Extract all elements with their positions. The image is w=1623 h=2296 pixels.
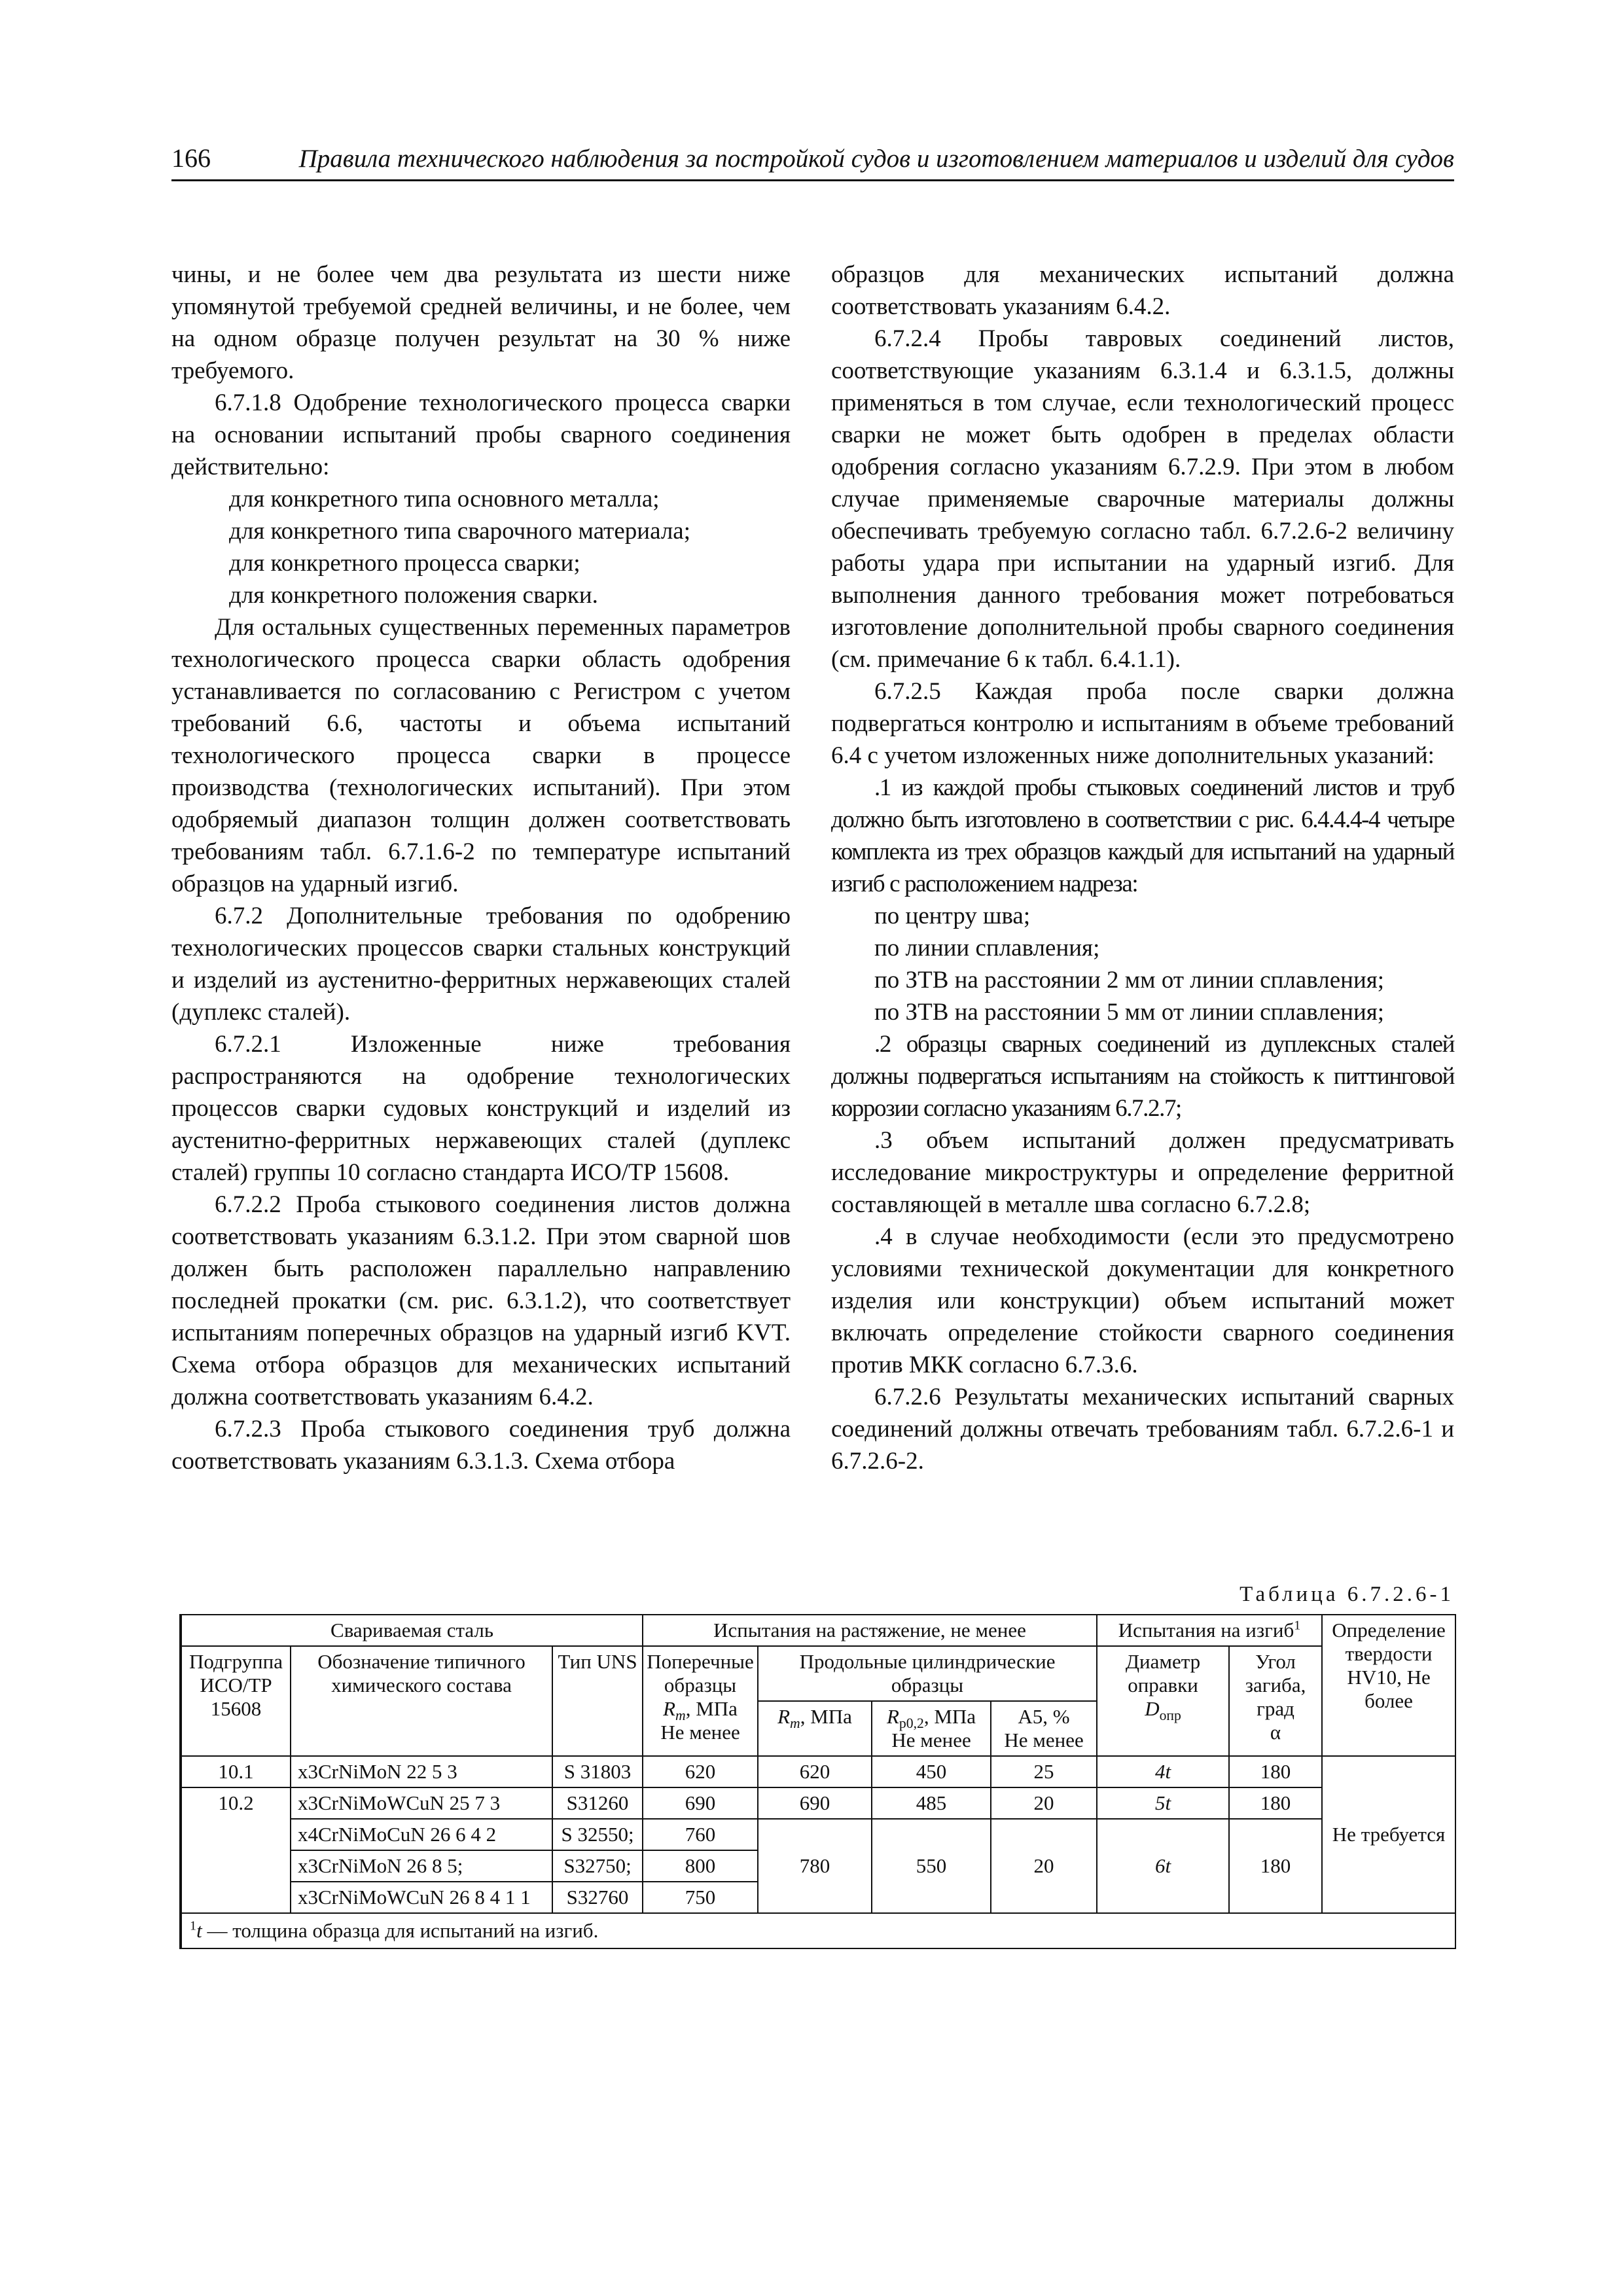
header-longitudinal: Продольные цилиндрические образцы: [758, 1646, 1097, 1701]
right-column: [831, 259, 1454, 1477]
header-a5: А5, % Не менее: [991, 1701, 1097, 1756]
list-item: для конкретного типа основного металла;: [229, 486, 660, 512]
page-number: 166: [171, 143, 211, 173]
table-row: 10.1 x3CrNiMoN 22 5 3 S 31803 620 620 450 25 4t 180 Не требуется: [181, 1756, 1455, 1787]
header-designation: Обозначение типичного химического состава: [291, 1646, 552, 1756]
paragraph: .2 образцы сварных соединений из дуплексных сталей должны подвергаться испытаниям на стойкость к питтинговой коррозии согласно указаниям 6.7.2.7;: [831, 1031, 1454, 1122]
table-header: [181, 1646, 1455, 1701]
paragraph: 6.7.1.8 Одобрение технологического процесса сварки на основании испытаний пробы сварного соединения действительно:: [171, 389, 791, 480]
paragraph: .3 объем испытаний должен предусматривать исследование микроструктуры и определение ферритной составляющей в металле шва согласно 6.7.2.8;: [831, 1127, 1454, 1218]
table-row: x4CrNiMoCuN 26 6 4 2 S 32550; 760 780 550 20 6t 180: [181, 1819, 1455, 1850]
header-rule: [171, 179, 1454, 181]
list-item: по центру шва;: [874, 903, 1031, 929]
paragraph: 6.7.2.6 Результаты механических испытаний сварных соединений должны отвечать требованиям табл. 6.7.2.6-1 и 6.7.2.6-2.: [831, 1384, 1454, 1475]
list-item: по ЗТВ на расстоянии 2 мм от линии сплавления;: [874, 967, 1385, 994]
header-bend: Испытания на изгиб$^1$: [1097, 1615, 1322, 1646]
paragraph: 6.7.2 Дополнительные требования по одобрению технологических процессов сварки стальных конструкций и изделий из аустенитно-ферритных нержавеющих сталей (дуплекс сталей).: [171, 903, 791, 1026]
paragraph: 6.7.2.2 Проба стыкового соединения листов должна соответствовать указаниям 6.3.1.2. При этом сварной шов должен быть расположен параллельно направлению последней прокатки (см. рис. 6.3.1.2), что соответствует испытаниям поперечных образцов на ударный изгиб KVT. Схема отбора образцов для механических испытаний должна соответствовать указаниям 6.4.2.: [171, 1191, 791, 1410]
paragraph: .4 в случае необходимости (если это предусмотрено условиями технической документации для конкретного изделия или конструкции) объем испытаний может включать определение стойкости сварного соединения против МКК согласно 6.7.3.6.: [831, 1223, 1454, 1378]
list-item: по линии сплавления;: [874, 935, 1100, 961]
hardness-cell: Не требуется: [1322, 1756, 1455, 1913]
header-steel: Свариваемая сталь: [181, 1615, 643, 1646]
list-item: для конкретного положения сварки.: [229, 582, 598, 609]
header-transverse: Поперечные образцы $R_m$, МПа Не менее: [643, 1646, 758, 1756]
paragraph: 6.7.2.3 Проба стыкового соединения труб должна соответствовать указаниям 6.3.1.3. Схема отбора: [171, 1416, 791, 1475]
list-item: по ЗТВ на расстоянии 5 мм от линии сплавления;: [874, 999, 1385, 1026]
running-title: Правила технического наблюдения за постройкой судов и изготовлением материалов и изделий для судов: [298, 145, 1454, 173]
requirements-table: [179, 1614, 1456, 1949]
table-row: x3CrNiMoN 26 8 5; S32750; 800: [181, 1850, 1455, 1882]
header-subgroup: Подгруппа ИСО/ТР 15608: [181, 1646, 291, 1756]
table-caption: Таблица 6.7.2.6-1: [1240, 1583, 1454, 1606]
table-group-header: [181, 1615, 1455, 1646]
header-tensile: Испытания на растяжение, не менее: [643, 1615, 1097, 1646]
paragraph: 6.7.2.5 Каждая проба после сварки должна подвергаться контролю и испытаниям в объеме требований 6.4 с учетом изложенных ниже дополнительных указаний:: [831, 678, 1454, 769]
list-item: для конкретного типа сварочного материала;: [229, 518, 690, 545]
table-row: 10.2 x3CrNiMoWCuN 25 7 3 S31260 690 690 485 20 5t 180: [181, 1787, 1455, 1819]
page-header: [171, 143, 1454, 179]
left-column: [171, 259, 791, 1477]
header-hardness: Определение твердости HV10, Не более: [1322, 1615, 1455, 1756]
paragraph: 6.7.2.1 Изложенные ниже требования распространяются на одобрение технологических процессов сварки судовых конструкций и изделий из аустенитно-ферритных нержавеющих сталей (дуплекс сталей) группы 10 согласно стандарта ИСО/ТР 15608.: [171, 1031, 791, 1186]
paragraph: чины, и не более чем два результата из шести ниже упомянутой требуемой средней величины, и не более, чем на одном образце получен результат на 30 % ниже требуемого.: [171, 261, 791, 384]
paragraph: .1 из каждой пробы стыковых соединений листов и труб должно быть изготовлено в соответствии с рис. 6.4.4.4-4 четыре комплекта из трех образцов каждый для испытаний на ударный изгиб с расположением надреза:: [831, 774, 1454, 897]
table-footnote: $^1$t — толщина образца для испытаний на изгиб.: [181, 1913, 1455, 1948]
header-uns: Тип UNS: [552, 1646, 643, 1756]
table-row: x3CrNiMoWCuN 26 8 4 1 1 S32760 750: [181, 1882, 1455, 1913]
paragraph: 6.7.2.4 Пробы тавровых соединений листов, соответствующие указаниям 6.3.1.4 и 6.3.1.5, должны применяться в том случае, если технологический процесс сварки не может быть одобрен в пределах области одобрения согласно указаниям 6.7.2.9. При этом в любом случае применяемые сварочные материалы должны обеспечивать требуемую согласно табл. 6.7.2.6-2 величину работы удара при испытании на ударный изгиб. Для выполнения данного требования может потребоваться изготовление дополнительной пробы сварного соединения (см. примечание 6 к табл. 6.4.1.1).: [831, 325, 1454, 673]
header-angle: Угол загиба, град α: [1229, 1646, 1322, 1756]
paragraph: образцов для механических испытаний должна соответствовать указаниям 6.4.2.: [831, 261, 1454, 320]
paragraph: Для остальных существенных переменных параметров технологического процесса сварки область одобрения устанавливается по согласованию с Регистром с учетом требований 6.6, частоты и объема испытаний технологического процесса сварки в процессе производства (технологических испытаний). При этом одобряемый диапазон толщин должен соответствовать требованиям табл. 6.7.1.6-2 по температуре испытаний образцов на ударный изгиб.: [171, 614, 791, 897]
header-rp: $R_{p0,2}$, МПа Не менее: [872, 1701, 991, 1756]
list-item: для конкретного процесса сварки;: [229, 550, 580, 577]
header-rm: $R_m$, МПа: [758, 1701, 872, 1756]
header-diameter: Диаметр оправки $D_{опр}$: [1097, 1646, 1229, 1756]
